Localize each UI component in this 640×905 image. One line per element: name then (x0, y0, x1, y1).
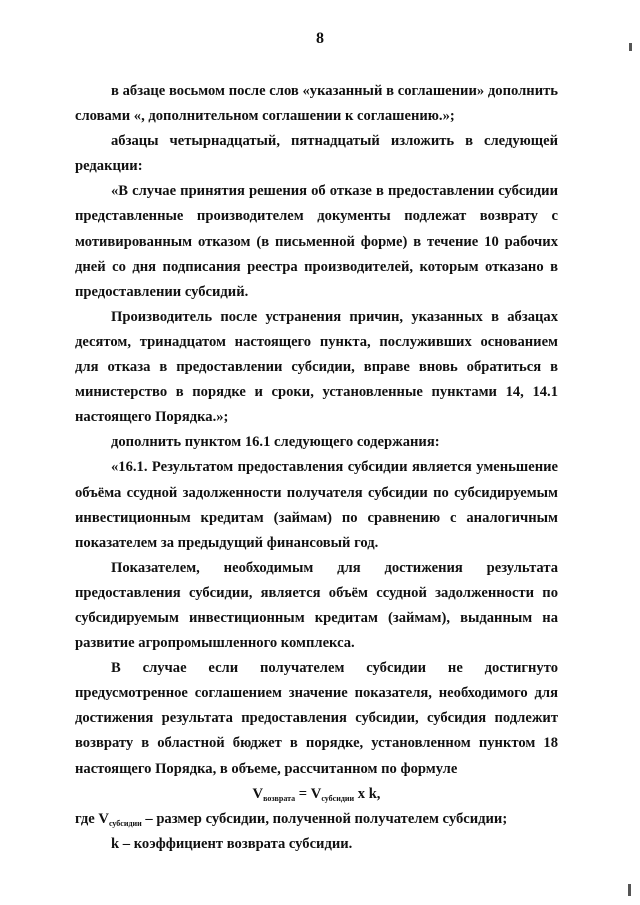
formula-v-left: V (252, 785, 264, 802)
formula (75, 782, 558, 807)
paragraph: В случае если получателем субсидии не достигнуто предусмотренное соглашением значение показателя, необходимого для достижения результата предоставления субсидии, субсидия подлежит возврату в областной бюджет в порядке, установленном пунктом 18 настоящего Порядка, в объеме, рассчитанном по формуле (75, 660, 558, 777)
definition-prefix: где V (75, 810, 109, 827)
definition-line (75, 807, 558, 832)
document-body (75, 79, 558, 857)
page-number: 8 (316, 30, 324, 47)
formula-equals: = (295, 785, 311, 802)
paragraph: «16.1. Результатом предоставления субсидии является уменьшение объёма ссудной задолженности получателя субсидии по субсидируемым инвестиционным кредитам (займам) по сравнению с аналогичным показателем за предыдущий финансовый год. (75, 459, 558, 551)
paragraph: в абзаце восьмом после слов «указанный в соглашении» дополнить словами «, дополнительном соглашении к соглашению.»; (75, 83, 558, 125)
formula-v-right: V (310, 785, 322, 802)
formula-sub-left: возврата (263, 793, 296, 803)
definition-sub: субсидии (108, 818, 142, 828)
formula-sub-right: субсидии (321, 793, 355, 803)
formula-tail: x k, (354, 785, 381, 802)
paragraph: Производитель после устранения причин, указанных в абзацах десятом, тринадцатом настоящего пункта, послуживших основанием для отказа в предоставлении субсидии, вправе вновь обратиться в министерство в порядке и сроки, установленные пунктами 14, 14.1 настоящего Порядка.»; (75, 308, 558, 426)
scan-edge-mark (628, 884, 631, 896)
paragraph: «В случае принятия решения об отказе в предоставлении субсидии представленные производителем документы подлежат возврату с мотивированным отказом (в письменной форме) в течение 10 рабочих дней со дня подписания реестра производителей, которым отказано в предоставлении субсидий. (75, 183, 558, 300)
definition-text: – размер субсидии, полученной получателем субсидии; (141, 810, 508, 827)
paragraph: дополнить пунктом 16.1 следующего содержания: (111, 434, 440, 451)
paragraph: Показателем, необходимым для достижения результата предоставления субсидии, является объём ссудной задолженности по субсидируемым инвестиционным кредитам (займам), выданным на развитие агропромышленного комплекса. (75, 559, 558, 652)
paragraph: абзацы четырнадцатый, пятнадцатый изложить в следующей редакции: (75, 133, 558, 175)
definition-line: k – коэффициент возврата субсидии. (111, 835, 353, 852)
